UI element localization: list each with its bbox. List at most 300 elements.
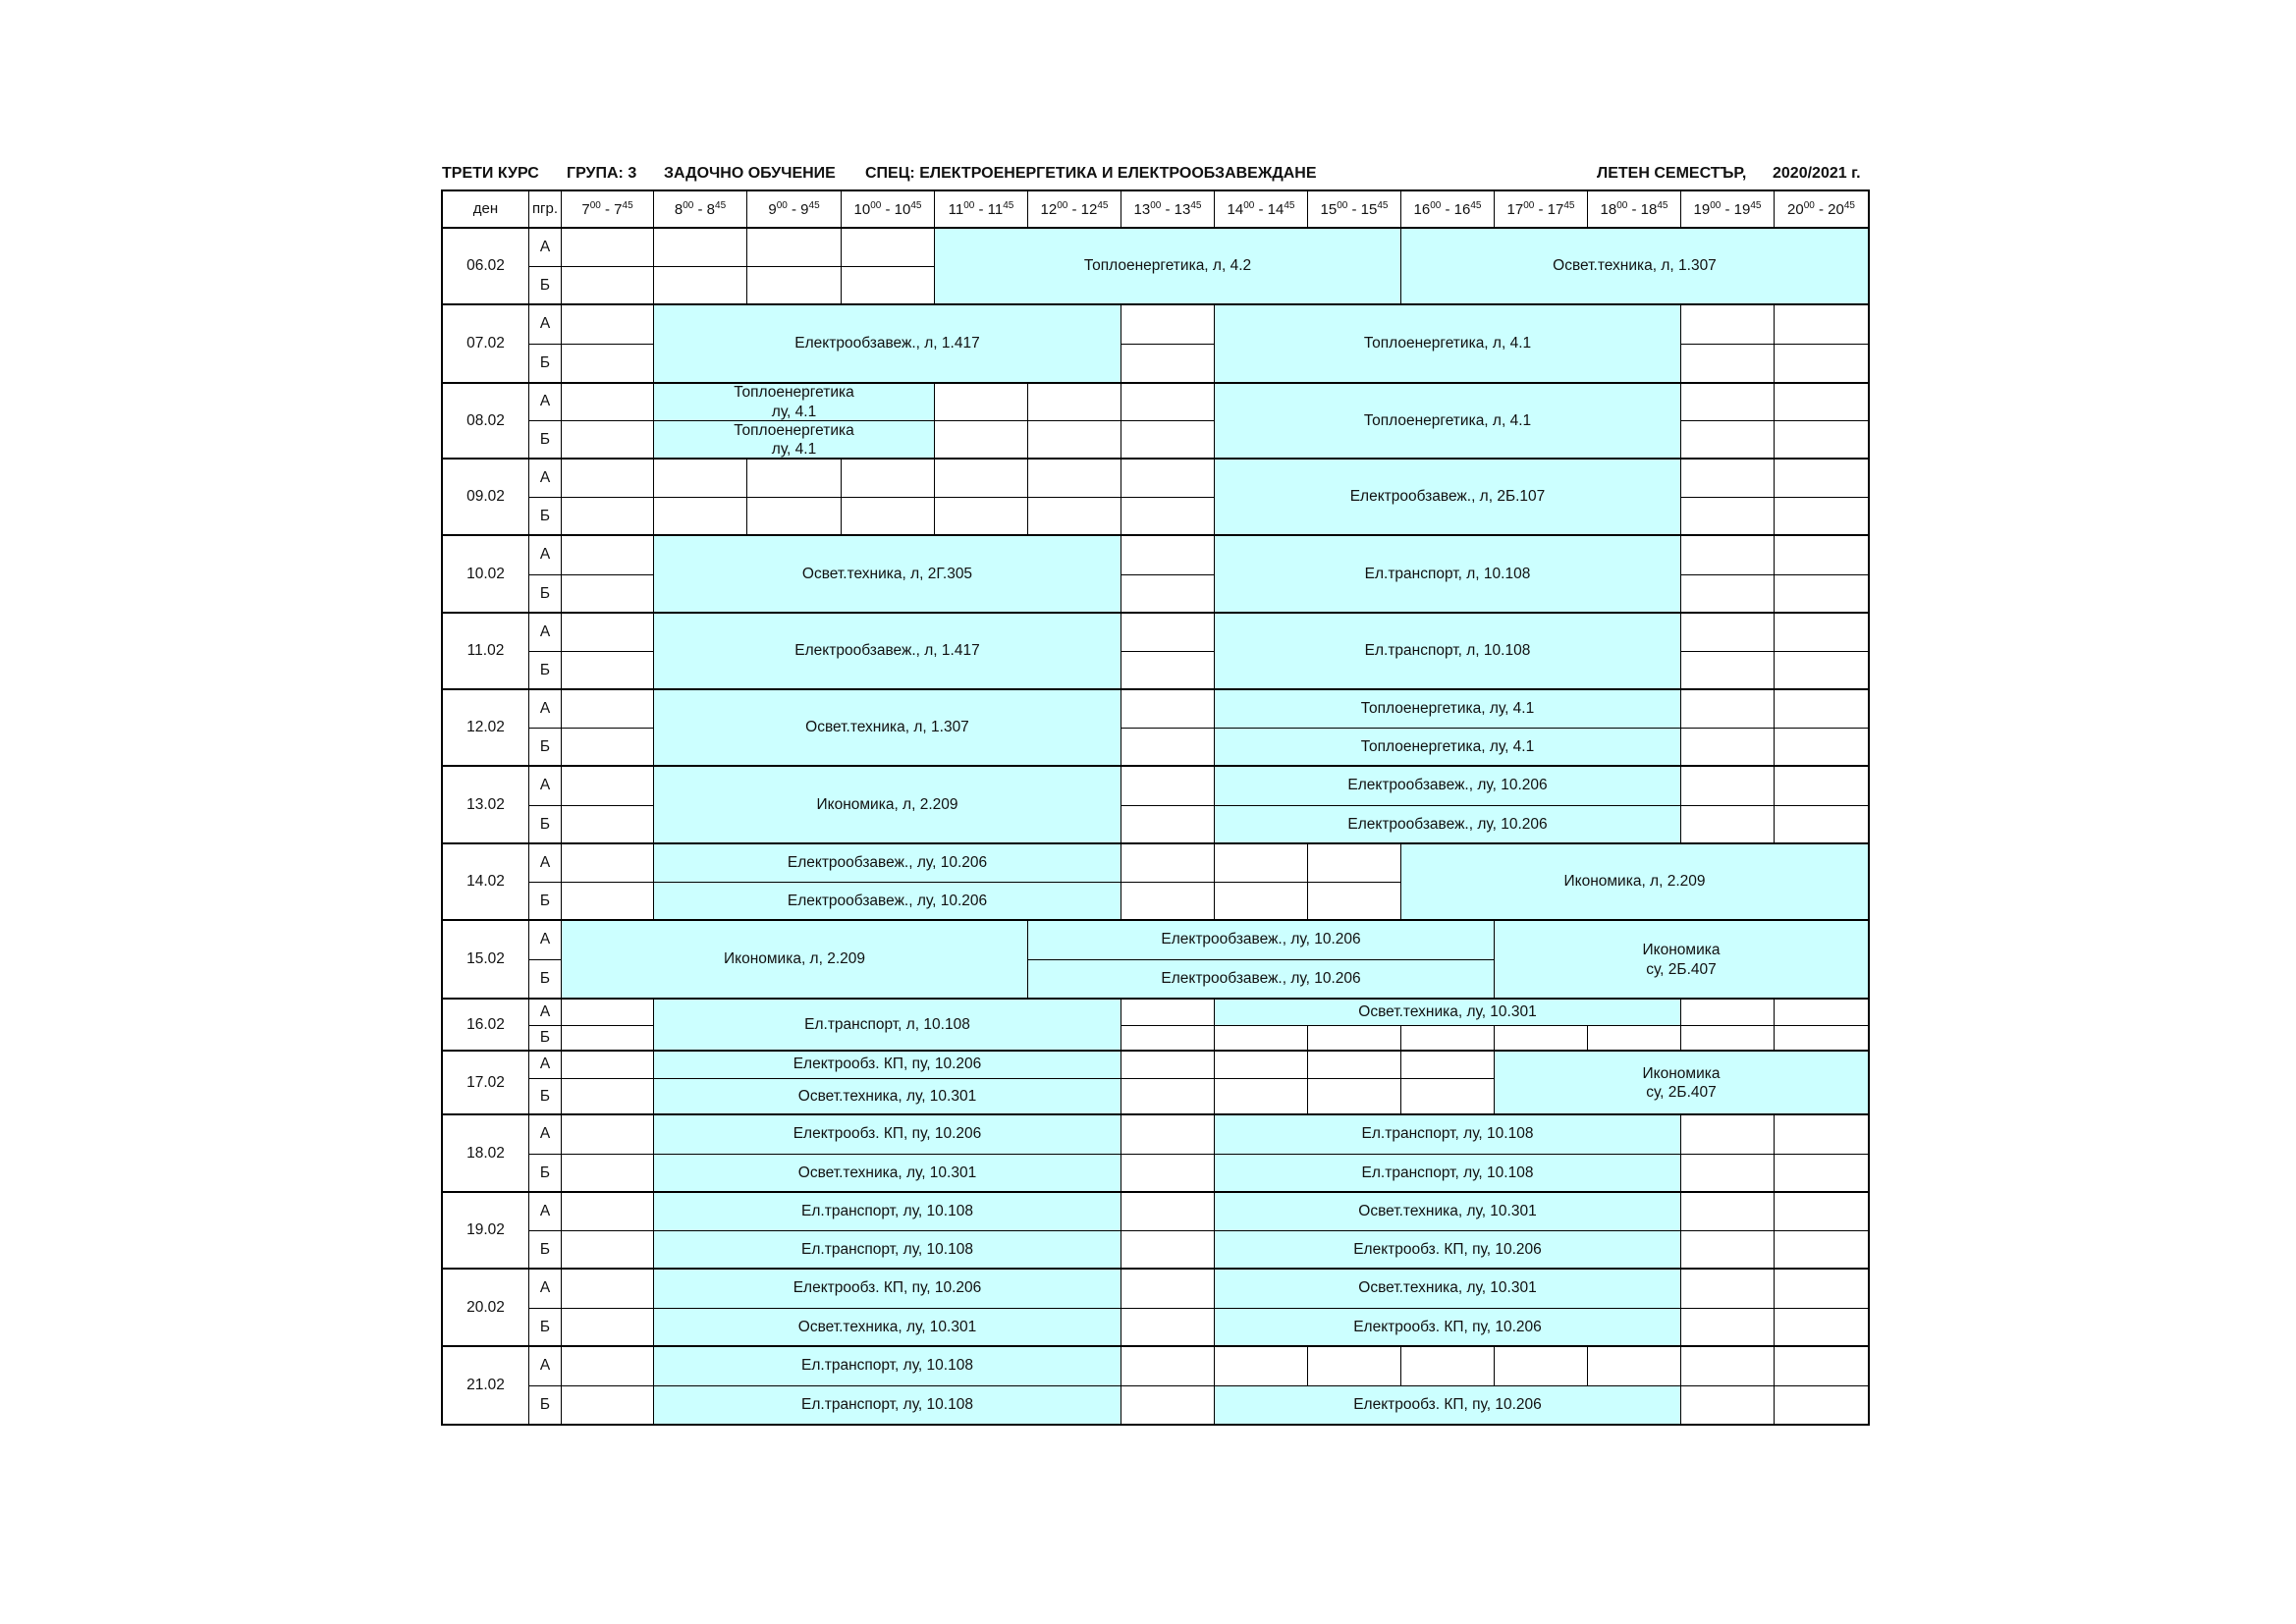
subgroup-a-label: А <box>539 1056 551 1073</box>
day-date-label: 10.02 <box>466 565 505 582</box>
time-slot-end-hour: 10 <box>894 200 911 218</box>
time-slot-end-minutes: 45 <box>1750 199 1762 211</box>
subgroup-b-label: Б <box>539 430 551 448</box>
time-slot-separator: - <box>1347 200 1361 218</box>
subgroup-b-label: Б <box>539 1395 551 1413</box>
lesson-label: Освет.техника, лу, 10.301 <box>1358 1002 1537 1020</box>
column-header-time-slot <box>1214 190 1308 229</box>
empty-slot-cell <box>1121 1308 1215 1347</box>
empty-slot-cell <box>1121 420 1215 460</box>
subgroup-a-label: А <box>539 315 551 333</box>
empty-slot-cell <box>561 1346 654 1386</box>
lesson-label: Електрообз. КП, пу, 10.206 <box>793 1279 982 1297</box>
time-slot-separator: - <box>1254 200 1268 218</box>
empty-slot-cell <box>653 497 747 536</box>
lesson-block-subgroup-b <box>653 1385 1121 1425</box>
day-date-label: 17.02 <box>466 1073 505 1091</box>
empty-slot-cell <box>1774 651 1869 690</box>
empty-slot-cell <box>1121 1346 1215 1386</box>
empty-slot-cell <box>1774 304 1869 345</box>
lesson-block <box>1494 920 1869 1000</box>
column-header-subgroup <box>528 190 562 229</box>
lesson-label: Освет.техника, л, 2Г.305 <box>801 565 973 582</box>
lesson-label: Електрообзавеж., лу, 10.206 <box>1161 931 1361 948</box>
empty-slot-cell <box>1680 1114 1775 1155</box>
empty-slot-cell <box>1027 497 1121 536</box>
lesson-label: Електрообзавеж., лу, 10.206 <box>787 853 988 871</box>
semester-label: ЛЕТЕН СЕМЕСТЪР, <box>1597 165 1747 182</box>
subgroup-b-cell <box>528 1230 562 1270</box>
day-date-label: 06.02 <box>466 257 505 275</box>
time-slot-start-hour: 8 <box>674 200 683 218</box>
lesson-block-subgroup-a <box>1214 1114 1681 1155</box>
day-separator <box>442 919 1868 921</box>
subgroup-a-label: А <box>539 1279 551 1297</box>
subgroup-b-label: Б <box>539 584 551 602</box>
subgroup-a-cell <box>528 843 562 883</box>
empty-slot-cell <box>1774 383 1869 421</box>
time-slot-start-minutes: 00 <box>1150 199 1162 211</box>
subgroup-a-label: А <box>539 238 551 255</box>
lesson-block-subgroup-a <box>1214 1269 1681 1309</box>
lesson-block <box>1214 613 1681 690</box>
empty-slot-cell <box>1121 1230 1215 1270</box>
time-slot-start-minutes: 00 <box>589 199 601 211</box>
schedule-header <box>442 165 1872 185</box>
time-slot-start-hour: 20 <box>1787 200 1804 218</box>
empty-slot-cell <box>1680 1025 1775 1052</box>
empty-slot-cell <box>1680 420 1775 460</box>
subgroup-a-label: А <box>539 546 551 564</box>
time-slot-end-hour: 7 <box>614 200 623 218</box>
time-slot-start-hour: 15 <box>1320 200 1338 218</box>
time-slot-end-hour: 15 <box>1360 200 1378 218</box>
empty-slot-cell <box>746 266 842 305</box>
day-date-cell <box>442 1269 529 1347</box>
lesson-label: Топлоенергетика лу, 4.1 <box>734 384 854 420</box>
day-date-cell <box>442 459 529 536</box>
empty-slot-cell <box>561 1230 654 1270</box>
empty-slot-cell <box>1680 497 1775 536</box>
subgroup-b-label: Б <box>539 815 551 833</box>
empty-slot-cell <box>1680 1154 1775 1193</box>
day-date-cell <box>442 304 529 384</box>
lesson-label: Електрообз. КП, пу, 10.206 <box>793 1125 982 1143</box>
lesson-block-subgroup-b <box>653 1308 1121 1347</box>
time-slot-end-hour: 18 <box>1640 200 1658 218</box>
subgroup-a-cell <box>528 304 562 345</box>
time-slot-separator: - <box>600 200 615 218</box>
lesson-label: Ел.транспорт, лу, 10.108 <box>801 1240 973 1258</box>
academic-year-label: 2020/2021 г. <box>1773 165 1861 182</box>
empty-slot-cell <box>561 1192 654 1231</box>
lesson-block-subgroup-b <box>653 1230 1121 1270</box>
lesson-label: Ел.транспорт, лу, 10.108 <box>801 1202 973 1219</box>
empty-slot-cell <box>653 228 747 267</box>
time-slot-start-hour: 16 <box>1413 200 1431 218</box>
empty-slot-cell <box>1587 1346 1681 1386</box>
time-slot-end-hour: 20 <box>1828 200 1844 218</box>
time-slot-separator: - <box>881 200 895 218</box>
column-header-time-slot <box>746 190 842 229</box>
empty-slot-cell <box>1774 689 1869 729</box>
lesson-label: Електрообз. КП, пу, 10.206 <box>1353 1318 1542 1335</box>
lesson-label: Електрообзавеж., лу, 10.206 <box>787 892 988 909</box>
empty-slot-cell <box>841 497 935 536</box>
time-slot-separator: - <box>1721 200 1734 218</box>
empty-slot-cell <box>1680 1346 1775 1386</box>
subgroup-a-cell <box>528 535 562 575</box>
empty-slot-cell <box>1121 574 1215 614</box>
empty-slot-cell <box>561 999 654 1026</box>
lesson-label: Освет.техника, лу, 10.301 <box>797 1164 977 1181</box>
day-date-cell <box>442 1192 529 1270</box>
empty-slot-cell <box>1121 882 1215 921</box>
subgroup-a-cell <box>528 613 562 652</box>
subgroup-a-cell <box>528 383 562 421</box>
empty-slot-cell <box>1121 651 1215 690</box>
empty-slot-cell <box>561 805 654 844</box>
lesson-label: Икономика су, 2Б.407 <box>1642 942 1721 978</box>
empty-slot-cell <box>561 497 654 536</box>
empty-slot-cell <box>1774 574 1869 614</box>
column-header-time-slot <box>1400 190 1495 229</box>
empty-slot-cell <box>1121 1269 1215 1309</box>
lesson-label: Топлоенергетика лу, 4.1 <box>734 421 854 458</box>
time-slot-label <box>675 199 726 220</box>
empty-slot-cell <box>1400 1078 1495 1115</box>
lesson-block-subgroup-b <box>653 882 1121 921</box>
empty-slot-cell <box>1774 344 1869 384</box>
day-date-label: 18.02 <box>466 1144 505 1162</box>
time-slot-start-minutes: 00 <box>963 199 975 211</box>
subgroup-b-cell <box>528 805 562 844</box>
time-slot-separator: - <box>787 200 801 218</box>
day-date-label: 15.02 <box>466 950 505 968</box>
lesson-block <box>653 766 1121 844</box>
lesson-label: Икономика, л, 2.209 <box>723 950 865 968</box>
time-slot-separator: - <box>1067 200 1081 218</box>
lesson-label: Топлоенергетика, лу, 4.1 <box>1360 699 1535 717</box>
empty-slot-cell <box>1680 1192 1775 1231</box>
specialty-label: СПЕЦ: ЕЛЕКТРОЕНЕРГЕТИКА И ЕЛЕКТРООБЗАВЕЖДАНЕ <box>865 165 1317 182</box>
day-date-cell <box>442 613 529 690</box>
empty-slot-cell <box>653 266 747 305</box>
time-slot-label <box>1787 199 1855 220</box>
lesson-label: Освет.техника, лу, 10.301 <box>797 1087 977 1105</box>
time-slot-end-minutes: 45 <box>1377 199 1389 211</box>
subgroup-b-label: Б <box>539 1164 551 1181</box>
lesson-label: Електрообз. КП, пу, 10.206 <box>793 1056 982 1073</box>
empty-slot-cell <box>561 459 654 498</box>
day-date-cell <box>442 999 529 1052</box>
empty-slot-cell <box>1587 1025 1681 1052</box>
lesson-block-subgroup-a <box>653 383 935 421</box>
time-slot-end-hour: 17 <box>1547 200 1564 218</box>
empty-slot-cell <box>561 882 654 921</box>
empty-slot-cell <box>1121 383 1215 421</box>
column-header-time-slot <box>561 190 654 229</box>
empty-slot-cell <box>561 228 654 267</box>
course-label: ТРЕТИ КУРС <box>442 165 539 182</box>
day-date-label: 21.02 <box>466 1376 505 1393</box>
empty-slot-cell <box>1680 728 1775 767</box>
lesson-block-subgroup-a <box>653 1051 1121 1079</box>
time-slot-start-minutes: 00 <box>1337 199 1348 211</box>
subgroup-b-label: Б <box>539 892 551 909</box>
empty-slot-cell <box>1121 344 1215 384</box>
lesson-block-subgroup-b <box>653 1154 1121 1193</box>
empty-slot-cell <box>1774 805 1869 844</box>
table-frame <box>441 189 1870 1426</box>
lesson-label: Ел.транспорт, лу, 10.108 <box>801 1395 973 1413</box>
column-header-time-slot <box>934 190 1028 229</box>
empty-slot-cell <box>934 420 1028 460</box>
lesson-block <box>1214 383 1681 460</box>
subgroup-b-cell <box>528 1385 562 1425</box>
time-slot-start-minutes: 00 <box>1710 199 1722 211</box>
empty-slot-cell <box>1774 497 1869 536</box>
empty-slot-cell <box>1680 689 1775 729</box>
day-separator <box>442 227 1868 229</box>
lesson-block <box>934 228 1401 305</box>
lesson-label: Електрообзавеж., л, 2Б.107 <box>1349 488 1546 506</box>
empty-slot-cell <box>1121 1051 1215 1079</box>
empty-slot-cell <box>934 497 1028 536</box>
subgroup-b-cell <box>528 266 562 305</box>
day-separator <box>442 303 1868 305</box>
column-header-day-label: ден <box>472 200 499 218</box>
empty-slot-cell <box>746 228 842 267</box>
lesson-block <box>653 999 1121 1052</box>
time-slot-end-hour: 13 <box>1174 200 1191 218</box>
lesson-label: Освет.техника, л, 1.307 <box>1553 257 1717 275</box>
time-slot-end-minutes: 45 <box>1097 199 1109 211</box>
empty-slot-cell <box>1214 1346 1308 1386</box>
day-date-label: 19.02 <box>466 1221 505 1239</box>
lesson-block-subgroup-b <box>653 1078 1121 1115</box>
time-slot-end-minutes: 45 <box>1003 199 1014 211</box>
time-slot-start-minutes: 00 <box>1616 199 1628 211</box>
empty-slot-cell <box>1121 1078 1215 1115</box>
empty-slot-cell <box>1774 1114 1869 1155</box>
empty-slot-cell <box>1774 420 1869 460</box>
subgroup-a-label: А <box>539 931 551 948</box>
day-date-cell <box>442 920 529 1000</box>
time-slot-start-hour: 14 <box>1227 200 1244 218</box>
day-date-label: 07.02 <box>466 335 505 352</box>
empty-slot-cell <box>561 1025 654 1052</box>
time-slot-separator: - <box>1814 200 1829 218</box>
lesson-label: Топлоенергетика, л, 4.2 <box>1083 257 1252 275</box>
empty-slot-cell <box>1774 1025 1869 1052</box>
column-header-time-slot <box>1680 190 1775 229</box>
empty-slot-cell <box>561 651 654 690</box>
day-separator <box>442 1113 1868 1115</box>
subgroup-b-label: Б <box>539 1029 551 1047</box>
empty-slot-cell <box>1680 1230 1775 1270</box>
empty-slot-cell <box>1121 805 1215 844</box>
empty-slot-cell <box>1494 1025 1588 1052</box>
subgroup-a-cell <box>528 1114 562 1155</box>
empty-slot-cell <box>1307 843 1401 883</box>
column-header-time-slot <box>1027 190 1121 229</box>
subgroup-a-cell <box>528 920 562 960</box>
subgroup-b-cell <box>528 959 562 1000</box>
time-slot-start-hour: 11 <box>948 200 964 218</box>
empty-slot-cell <box>1774 728 1869 767</box>
subgroup-b-label: Б <box>539 1087 551 1105</box>
lesson-label: Топлоенергетика, л, 4.1 <box>1363 411 1532 429</box>
empty-slot-cell <box>1680 383 1775 421</box>
empty-slot-cell <box>1774 613 1869 652</box>
subgroup-b-cell <box>528 420 562 460</box>
subgroup-b-cell <box>528 344 562 384</box>
subgroup-b-cell <box>528 728 562 767</box>
empty-slot-cell <box>1680 651 1775 690</box>
time-slot-label <box>1694 199 1762 220</box>
empty-slot-cell <box>1214 1051 1308 1079</box>
day-separator <box>442 765 1868 767</box>
empty-slot-cell <box>746 497 842 536</box>
empty-slot-cell <box>934 383 1028 421</box>
empty-slot-cell <box>1774 1230 1869 1270</box>
empty-slot-cell <box>1307 1078 1401 1115</box>
empty-slot-cell <box>561 304 654 345</box>
time-slot-label <box>768 199 819 220</box>
subgroup-a-cell <box>528 228 562 267</box>
subgroup-a-cell <box>528 1192 562 1231</box>
subgroup-b-cell <box>528 497 562 536</box>
lesson-label: Електрообзавеж., л, 1.417 <box>794 642 980 660</box>
time-slot-label <box>1228 199 1295 220</box>
empty-slot-cell <box>1680 574 1775 614</box>
day-separator <box>442 534 1868 536</box>
empty-slot-cell <box>841 228 935 267</box>
lesson-label: Ел.транспорт, лу, 10.108 <box>801 1357 973 1375</box>
empty-slot-cell <box>1774 1154 1869 1193</box>
empty-slot-cell <box>561 1308 654 1347</box>
empty-slot-cell <box>561 1114 654 1155</box>
lesson-block <box>561 920 1028 1000</box>
lesson-block <box>653 535 1121 614</box>
lesson-label: Освет.техника, лу, 10.301 <box>797 1318 977 1335</box>
time-slot-end-hour: 12 <box>1080 200 1098 218</box>
empty-slot-cell <box>1307 1346 1401 1386</box>
time-slot-start-hour: 7 <box>581 200 590 218</box>
empty-slot-cell <box>1121 1025 1215 1052</box>
empty-slot-cell <box>561 1078 654 1115</box>
lesson-label: Ел.транспорт, лу, 10.108 <box>1361 1125 1534 1143</box>
lesson-block <box>1400 843 1869 921</box>
time-slot-end-hour: 16 <box>1453 200 1471 218</box>
day-date-cell <box>442 1051 529 1115</box>
empty-slot-cell <box>1680 805 1775 844</box>
empty-slot-cell <box>1680 1385 1775 1425</box>
lesson-label: Топлоенергетика, лу, 4.1 <box>1360 737 1535 755</box>
time-slot-label <box>854 199 922 220</box>
subgroup-b-cell <box>528 1154 562 1193</box>
subgroup-b-label: Б <box>539 507 551 524</box>
empty-slot-cell <box>561 766 654 806</box>
empty-slot-cell <box>1680 613 1775 652</box>
lesson-label: Ел.транспорт, л, 10.108 <box>1364 565 1531 582</box>
subgroup-a-label: А <box>539 1125 551 1143</box>
time-slot-separator: - <box>1161 200 1175 218</box>
time-slot-end-hour: 11 <box>987 200 1004 218</box>
time-slot-start-minutes: 00 <box>683 199 694 211</box>
empty-slot-cell <box>1774 1192 1869 1231</box>
empty-slot-cell <box>1680 535 1775 575</box>
subgroup-b-label: Б <box>539 1240 551 1258</box>
day-separator <box>442 1345 1868 1347</box>
empty-slot-cell <box>1121 766 1215 806</box>
empty-slot-cell <box>1680 999 1775 1026</box>
time-slot-separator: - <box>1627 200 1641 218</box>
empty-slot-cell <box>1214 1078 1308 1115</box>
empty-slot-cell <box>1307 882 1401 921</box>
column-header-time-slot <box>1494 190 1588 229</box>
subgroup-a-label: А <box>539 1002 551 1020</box>
column-header-time-slot <box>1121 190 1215 229</box>
day-separator <box>442 842 1868 844</box>
empty-slot-cell <box>1121 843 1215 883</box>
empty-slot-cell <box>1121 497 1215 536</box>
lesson-label: Електрообзавеж., лу, 10.206 <box>1347 777 1548 794</box>
day-date-label: 14.02 <box>466 873 505 891</box>
empty-slot-cell <box>841 459 935 498</box>
time-slot-separator: - <box>974 200 988 218</box>
empty-slot-cell <box>1494 1346 1588 1386</box>
column-header-time-slot <box>1307 190 1401 229</box>
time-slot-end-minutes: 45 <box>910 199 922 211</box>
empty-slot-cell <box>561 535 654 575</box>
subgroup-a-cell <box>528 766 562 806</box>
subgroup-b-label: Б <box>539 737 551 755</box>
empty-slot-cell <box>1680 1269 1775 1309</box>
time-slot-start-hour: 13 <box>1133 200 1151 218</box>
subgroup-a-label: А <box>539 393 551 410</box>
lesson-block <box>1400 228 1869 305</box>
time-slot-start-hour: 17 <box>1506 200 1524 218</box>
column-header-day <box>442 190 529 229</box>
empty-slot-cell <box>1400 1346 1495 1386</box>
subgroup-a-cell <box>528 1346 562 1386</box>
time-slot-start-hour: 12 <box>1040 200 1058 218</box>
subgroup-a-label: А <box>539 623 551 640</box>
empty-slot-cell <box>561 689 654 729</box>
day-date-cell <box>442 1346 529 1425</box>
empty-slot-cell <box>1214 882 1308 921</box>
empty-slot-cell <box>1774 535 1869 575</box>
empty-slot-cell <box>561 613 654 652</box>
day-separator <box>442 612 1868 614</box>
empty-slot-cell <box>561 1051 654 1079</box>
lesson-label: Икономика, л, 2.209 <box>816 795 958 813</box>
empty-slot-cell <box>1027 459 1121 498</box>
time-slot-label <box>1321 199 1389 220</box>
lesson-block-subgroup-a <box>653 1346 1121 1386</box>
empty-slot-cell <box>1774 999 1869 1026</box>
subgroup-b-label: Б <box>539 970 551 988</box>
lesson-block <box>1214 535 1681 614</box>
time-slot-start-minutes: 00 <box>1057 199 1068 211</box>
subgroup-a-label: А <box>539 1357 551 1375</box>
day-date-cell <box>442 843 529 921</box>
day-date-cell <box>442 689 529 767</box>
day-date-cell <box>442 383 529 460</box>
empty-slot-cell <box>1774 1269 1869 1309</box>
